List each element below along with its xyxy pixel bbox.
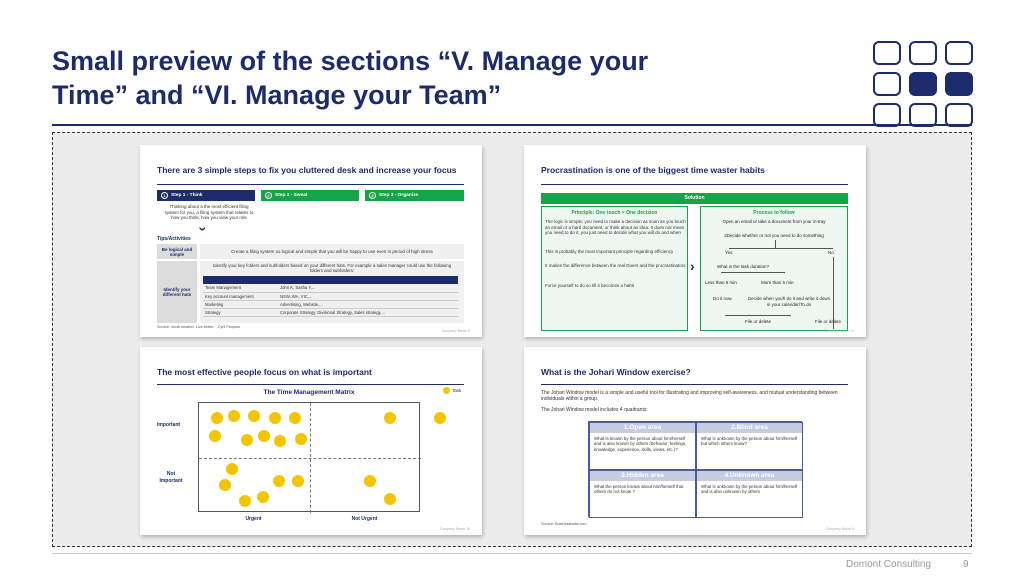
table-cell: Advertising, Website,...: [278, 300, 458, 308]
slide-title-rule: [541, 384, 848, 385]
task-dot: [257, 491, 269, 503]
slide-title: There are 3 simple steps to fix you cluttered desk and increase your focus: [157, 165, 457, 175]
process-box: [700, 206, 848, 331]
page-title: [52, 44, 812, 112]
slide-title: What is the Johari Window exercise?: [541, 367, 691, 377]
brand-grid-logo: [873, 41, 975, 123]
page-title-line-1: Small preview of the sections “V. Manage your: [52, 46, 649, 76]
slide-title: Procrastination is one of the biggest time waster habits: [541, 165, 765, 175]
slide-thumbnail-time-matrix[interactable]: [140, 347, 482, 535]
table-row: [203, 308, 458, 316]
step-1-description: Thinking about a the most efficient filing system for you, a filing system that relates to how you think, how you view your role: [164, 204, 254, 220]
table-cell: Strategy: [203, 308, 278, 316]
step-1-tab: [157, 190, 255, 201]
task-dot: [258, 430, 270, 442]
tip-1-label: Be logical and simple: [157, 244, 197, 259]
flow-decide-when: Decide when you'll do it and write it down in your calendar/To do: [747, 296, 831, 307]
quadrant-text: What is unknown by the person about him/herself but which others know?: [701, 436, 798, 447]
logo-cell: [873, 41, 901, 65]
chevron-down-icon: ›: [195, 226, 212, 232]
johari-open-area: [589, 422, 696, 470]
task-dot: [269, 412, 281, 424]
flow-more-5: More than 5 min: [761, 280, 794, 285]
flow-connector: [729, 248, 833, 249]
table-header: [203, 276, 278, 284]
task-dot: [219, 479, 231, 491]
principle-text-4: Force yourself to do so till it becomes a habit: [545, 283, 635, 288]
johari-window: [588, 421, 802, 517]
tip-2-label: Identify your different hats: [157, 261, 197, 323]
logo-cell: [909, 41, 937, 65]
step-3-tab: [365, 190, 464, 201]
page-number: 9: [963, 559, 969, 570]
slide-footer: Company Name 10: [823, 329, 854, 333]
slide-footer: Company Name 8: [441, 329, 470, 333]
flow-file-delete-1: File or delete: [745, 319, 772, 324]
table-cell: John K, Sasha Y,...: [278, 284, 458, 292]
preview-panel: [52, 132, 972, 547]
slide-title: The most effective people focus on what is important: [157, 367, 372, 377]
page-title-line-2: Time” and “VI. Manage your Team”: [52, 80, 502, 110]
flow-less-5: Less than 5 min: [705, 280, 737, 285]
slide-title-rule: [157, 184, 464, 185]
axis-label-urgent: Urgent: [245, 516, 262, 522]
task-dot: [292, 475, 304, 487]
matrix-divider-horizontal: [199, 458, 421, 459]
time-matrix: [198, 402, 420, 512]
johari-unknown-area: [696, 470, 803, 518]
quadrant-text: What is unknown by the person about him/herself and is also unknown by others: [701, 484, 798, 495]
johari-blind-area: [696, 422, 803, 470]
flow-yes: Yes: [725, 250, 733, 255]
legend-label: Task: [452, 388, 462, 393]
flow-connector: [721, 272, 785, 273]
footer-divider: [52, 553, 972, 554]
principle-text-3: It makes the difference between the real Doers and the procrastinators: [545, 263, 686, 268]
task-dot: [274, 435, 286, 447]
johari-intro-2: The Johari Window model includes 4 quadrants:: [541, 407, 648, 413]
flow-connector: [775, 240, 776, 248]
task-dot: [289, 412, 301, 424]
tip-2-text: Identify your key folders and subfolders based on your different hats. For example a sales manager could use the following folders and subfolders:: [212, 263, 452, 274]
legend-marker: [443, 387, 450, 394]
solution-banner: Solution: [541, 193, 848, 204]
logo-cell: [873, 72, 901, 96]
quadrant-title: 2.Blind area: [697, 423, 802, 433]
table-cell: Key account management: [203, 292, 278, 300]
table-cell: Corporate Strategy, Divisional Strategy, Sales strategy,...: [278, 308, 458, 316]
slide-title-rule: [541, 184, 848, 185]
slide-title-rule: [157, 384, 464, 385]
task-dot: [239, 495, 251, 507]
principle-box: [541, 206, 688, 331]
table-row: [203, 300, 458, 308]
johari-hidden-area: [589, 470, 696, 518]
tip-1-text: Create a filing system so logical and simple that you will be happy to use even in period of high stress: [200, 244, 464, 259]
step-number: 3: [369, 192, 376, 199]
flow-connector: [725, 315, 791, 316]
step-number: 2: [265, 192, 272, 199]
tips-title: Tips/Activities: [157, 236, 191, 242]
step-number: 1: [161, 192, 168, 199]
matrix-title: The Time Management Matrix: [263, 389, 355, 396]
slide-source: Source: Work smarter. Live better. - Cyril Peupion: [157, 325, 241, 329]
step-label: Step 2 - Sweat: [275, 193, 308, 198]
principle-heading: Principle: One touch = One decision: [571, 210, 658, 216]
title-divider: [52, 124, 972, 126]
chevron-right-icon: ›: [690, 258, 695, 274]
flow-do-now: Do it now: [713, 296, 732, 301]
step-label: Step 1 - Think: [171, 193, 203, 198]
task-dot: [241, 434, 253, 446]
slide-footer: Company Name 9: [825, 527, 854, 531]
principle-text-1: The logic is simple, you need to make a decision as soon as you touch an email or a hard document, or think about an idea. It does not mean you need to do it, you just need to decide what you will do and when: [545, 219, 686, 235]
task-dot: [384, 493, 396, 505]
table-row: [203, 292, 458, 300]
table-cell: Team Management: [203, 284, 278, 292]
principle-text-2: This is probably the most important principle regarding efficiency: [545, 249, 674, 254]
logo-cell-filled: [945, 72, 973, 96]
table-header: [278, 276, 458, 284]
axis-label-not-important: Not Important: [159, 471, 183, 484]
slide-thumbnail-procrastination[interactable]: [524, 145, 866, 337]
flow-file-delete-2: File or delete: [815, 319, 842, 324]
slide-footer: Company Name 10: [439, 527, 470, 531]
quadrant-title: 4.Unknown area: [697, 471, 802, 481]
folders-table: [203, 276, 458, 317]
task-dot: [273, 475, 285, 487]
task-dot: [248, 410, 260, 422]
flow-step-decide: 2Decide whether or not you need to do something: [724, 233, 824, 238]
step-2-tab: [261, 190, 359, 201]
task-dot: [209, 430, 221, 442]
flow-step-open: Open an email or take a document from your in-tray: [722, 219, 826, 224]
footer-company: Domont Consulting: [846, 559, 932, 570]
task-dot: [295, 433, 307, 445]
quadrant-title: 3.Hidden area: [590, 471, 695, 481]
task-dot: [211, 412, 223, 424]
process-heading: Process to follow: [753, 210, 795, 216]
axis-label-important: Important: [157, 422, 181, 428]
task-dot: [364, 475, 376, 487]
logo-cell: [945, 41, 973, 65]
slide-thumbnail-johari[interactable]: [524, 347, 866, 535]
quadrant-title: 1.Open area: [590, 423, 695, 433]
flow-step-duration: What is the task duration?: [717, 264, 770, 269]
logo-cell-filled: [909, 72, 937, 96]
table-row: [203, 284, 458, 292]
flow-no: No: [828, 250, 834, 255]
task-dot: [434, 412, 446, 424]
quadrant-text: What the person knows about him/herself that others do not know ?: [594, 484, 684, 495]
table-cell: NSW, WA, VIC,...: [278, 292, 458, 300]
quadrant-text: What is known by the person about him/herself and is also known by others (behavior, feelings, knowledge, experience, skills, views, etc.)?: [594, 436, 687, 452]
task-dot: [228, 410, 240, 422]
task-dot: [384, 412, 396, 424]
johari-intro: The Johari Window model is a simple and useful tool for illustrating and improving self-awareness, and mutual understanding between individuals within a group.: [541, 390, 838, 402]
table-cell: Marketing: [203, 300, 278, 308]
task-dot: [226, 463, 238, 475]
step-label: Step 3 - Organize: [379, 193, 419, 198]
axis-label-not-urgent: Not Urgent: [351, 516, 378, 522]
slide-thumbnail-desk-steps[interactable]: [140, 145, 482, 337]
slide-source: Source: Businessballs.com: [541, 522, 587, 526]
